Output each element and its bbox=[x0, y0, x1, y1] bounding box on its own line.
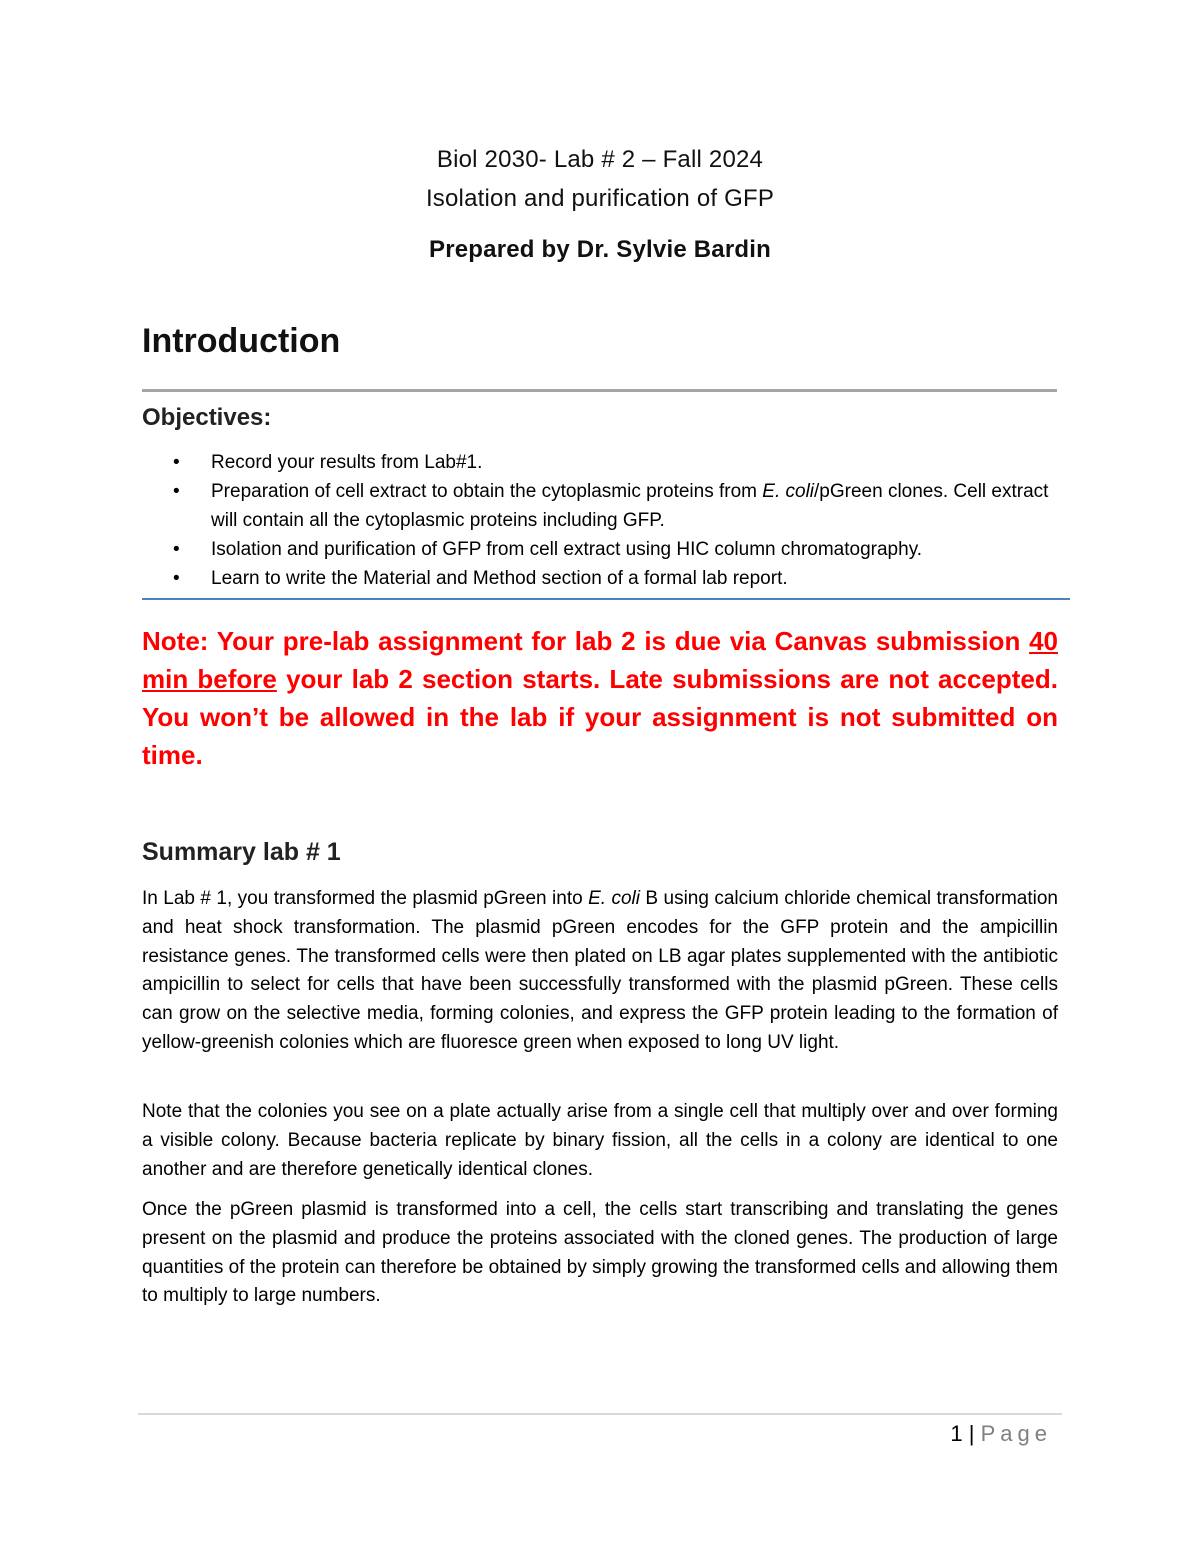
objective-item: • Learn to write the Material and Method section of a formal lab report. bbox=[142, 564, 1072, 593]
summary-paragraph-2: Note that the colonies you see on a plate actually arise from a single cell that multiply over and over forming a visible colony. Because bacteria replicate by binary fission, all the cells in a colony are identical to one another and are therefore genetically identical clones. bbox=[142, 1101, 1058, 1180]
prelab-note: Note: Your pre-lab assignment for lab 2 is due via Canvas submission 40 min before your lab 2 section starts. Late submissions are not accepted. You won’t be allowed in the lab if your assignment is not submitted on time. bbox=[142, 626, 1058, 770]
bullet-icon: • bbox=[173, 539, 180, 560]
page-footer bbox=[950, 1421, 1052, 1447]
objective-item: • Isolation and purification of GFP from cell extract using HIC column chromatography. bbox=[142, 535, 1072, 564]
section-divider bbox=[142, 598, 1070, 600]
page-label: Page bbox=[980, 1421, 1052, 1446]
document-author: Prepared by Dr. Sylvie Bardin bbox=[429, 236, 771, 263]
objective-item: • Record your results from Lab#1. bbox=[142, 448, 1072, 477]
document-title: Biol 2030- Lab # 2 – Fall 2024 bbox=[436, 146, 764, 173]
heading-divider bbox=[142, 389, 1057, 392]
summary-heading: Summary lab # 1 bbox=[142, 838, 341, 866]
deadline-emphasis: 40 min before bbox=[142, 626, 1058, 694]
objectives-list bbox=[142, 448, 1072, 593]
summary-paragraph-3: Once the pGreen plasmid is transformed into a cell, the cells start transcribing and translating the genes present on the plasmid and produce the proteins associated with the cloned genes. The production of large quantities of the protein can therefore be obtained by simply growing the transformed cells and allowing them to multiply to large numbers. bbox=[142, 1199, 1058, 1307]
bullet-icon: • bbox=[173, 452, 180, 473]
document-subtitle: Isolation and purification of GFP bbox=[425, 185, 775, 212]
objectives-heading: Objectives: bbox=[142, 404, 272, 431]
bullet-icon: • bbox=[173, 481, 180, 502]
introduction-heading: Introduction bbox=[142, 322, 341, 360]
summary-paragraph-1: In Lab # 1, you transformed the plasmid pGreen into E. coli B using calcium chloride chemical transformation and heat shock transformation. The plasmid pGreen encodes for the GFP protein and the ampicillin resistance genes. The transformed cells were then plated on LB agar plates supplemented with the antibiotic ampicillin to select for cells that have been successfully transformed with the plasmid pGreen. These cells can grow on the selective media, forming colonies, and express the GFP protein leading to the formation of yellow-greenish colonies which are fluoresce green when exposed to long UV light. bbox=[142, 888, 1058, 1053]
footer-divider bbox=[138, 1413, 1062, 1415]
page-number: 1 bbox=[950, 1421, 963, 1446]
bullet-icon: • bbox=[173, 568, 180, 589]
objective-item: • Preparation of cell extract to obtain the cytoplasmic proteins from E. coli/pGreen clones. Cell extract will contain all the cytoplasmic proteins including GFP. bbox=[142, 477, 1072, 535]
footer-separator: | bbox=[968, 1421, 975, 1446]
